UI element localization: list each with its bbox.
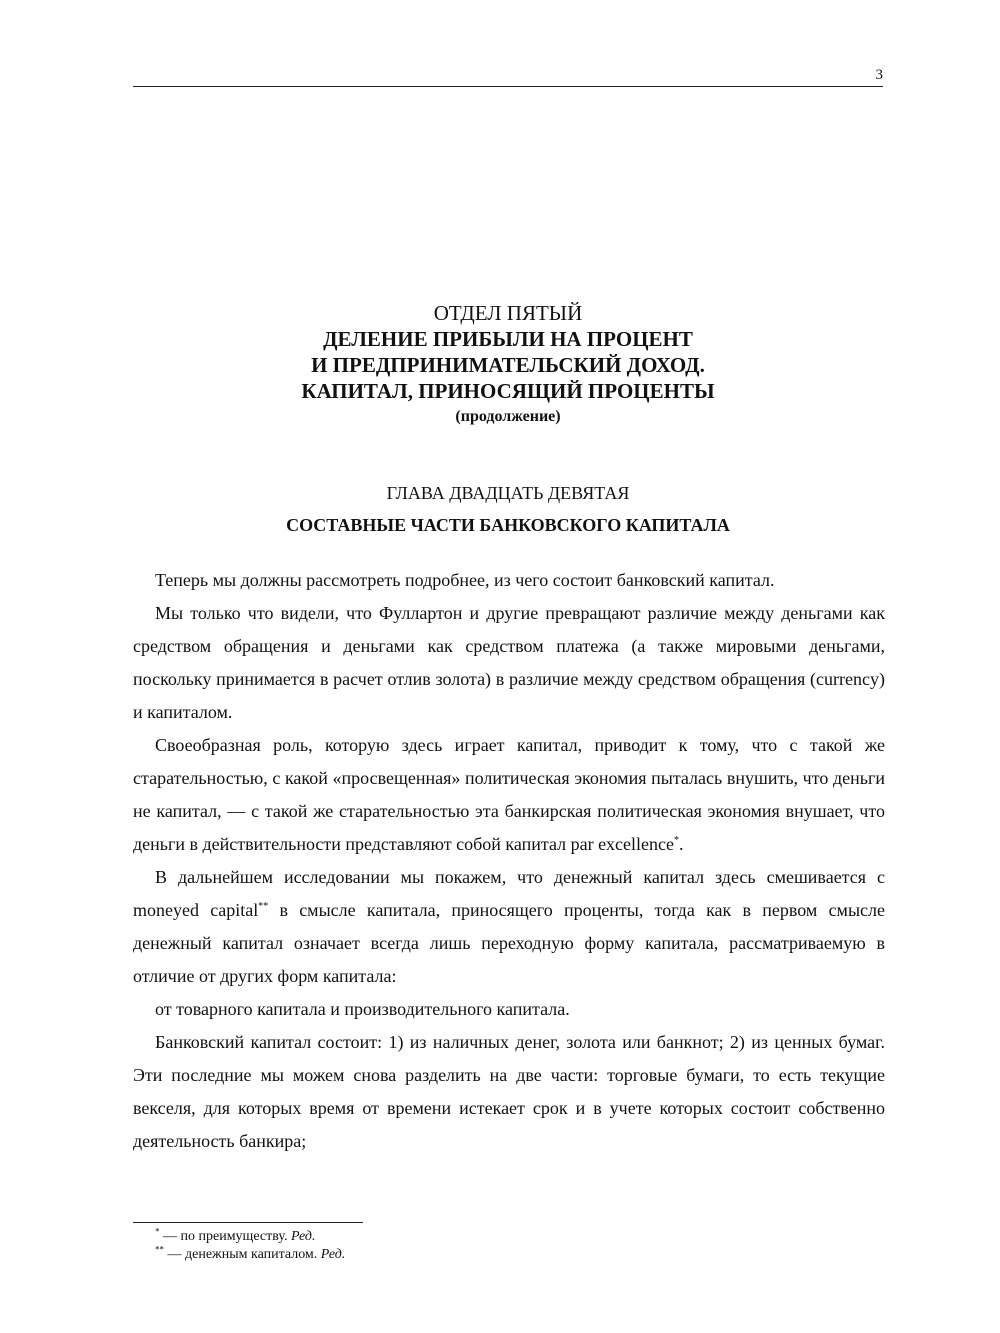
- chapter-label: ГЛАВА ДВАДЦАТЬ ДЕВЯТАЯ: [386, 483, 630, 503]
- footnote-divider: [133, 1222, 363, 1223]
- section-title-line: И ПРЕДПРИНИМАТЕЛЬСКИЙ ДОХОД.: [311, 353, 705, 377]
- running-header: [133, 66, 883, 87]
- section-label: ОТДЕЛ ПЯТЫЙ: [433, 301, 583, 325]
- section-title-line: ДЕЛЕНИЕ ПРИБЫЛИ НА ПРОЦЕНТ: [323, 327, 693, 351]
- paragraph-text: .: [679, 834, 684, 854]
- page-number: 3: [875, 67, 883, 83]
- body-text: [133, 564, 885, 1158]
- footnote: [155, 1246, 345, 1264]
- footnote-text: — денежным капиталом.: [164, 1247, 321, 1262]
- paragraph: Банковский капитал состоит: 1) из наличных денег, золота или банкнот; 2) из ценных бумаг. Эти последние мы можем снова разделить на две части: торговые бумаги, то есть текущие векселя, для которых время от времени истекает срок и в учете которых состоит собственно деятельность банкира;: [133, 1032, 885, 1151]
- footnotes: [155, 1228, 345, 1264]
- footnote-mark: **: [155, 1244, 164, 1255]
- paragraph: от товарного капитала и производительного капитала.: [155, 999, 570, 1019]
- chapter-title: СОСТАВНЫЕ ЧАСТИ БАНКОВСКОГО КАПИТАЛА: [286, 515, 730, 535]
- footnote: [155, 1228, 345, 1246]
- paragraph: [133, 861, 885, 993]
- section-subtitle: (продолжение): [455, 408, 561, 425]
- paragraph-text: В дальнейшем исследовании мы покажем, что денежный капитал здесь смешивается с moneyed capital: [133, 867, 885, 920]
- paragraph: Теперь мы должны рассмотреть подробнее, из чего состоит банковский капитал.: [155, 570, 775, 590]
- footnote-editor: Ред.: [290, 1229, 316, 1244]
- section-heading: [133, 300, 883, 429]
- paragraph-text: в смысле капитала, приносящего проценты, тогда как в первом смысле денежный капитал означает всегда лишь переходную форму капитала, рассматриваемую в отличие от других форм капитала:: [133, 900, 885, 986]
- section-title-line: КАПИТАЛ, ПРИНОСЯЩИЙ ПРОЦЕНТЫ: [301, 379, 715, 403]
- footnote-text: — по преимуществу.: [159, 1229, 291, 1244]
- footnote-mark: *: [155, 1226, 160, 1237]
- paragraph: [133, 729, 885, 861]
- footnote-editor: Ред.: [320, 1247, 346, 1262]
- footnote-ref: *: [674, 835, 680, 846]
- paragraph: Мы только что видели, что Фуллартон и другие превращают различие между деньгами как средством обращения и деньгами как средством платежа (а также мировыми деньгами, поскольку принимается в расчет отлив золота) в различие между средством обращения (currency) и капиталом.: [133, 603, 885, 722]
- footnote-ref: **: [258, 901, 269, 912]
- paragraph-text: Своеобразная роль, которую здесь играет капитал, приводит к тому, что с такой же старательностью, с какой «просвещенная» политическая экономия пыталась внушить, что деньги не капитал, — с такой же старательностью эта банкирская политическая экономия внушает, что деньги в действительности представляют собой капитал par excellence: [133, 735, 885, 854]
- chapter-heading: [133, 480, 883, 538]
